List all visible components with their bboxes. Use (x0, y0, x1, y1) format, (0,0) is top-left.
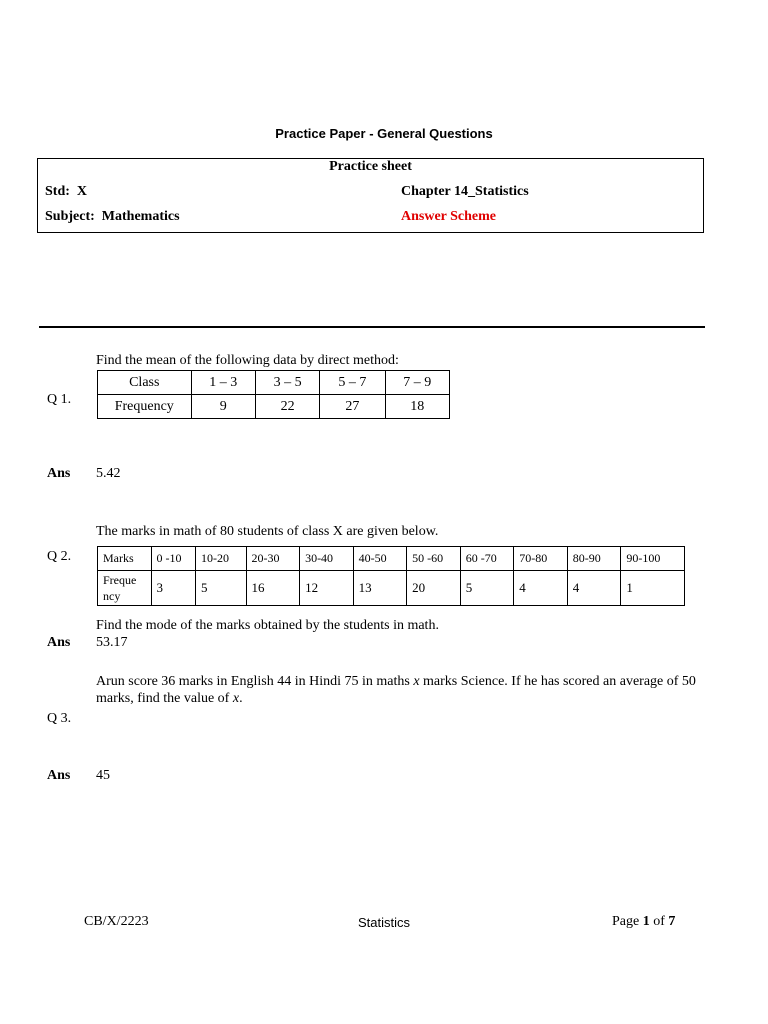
q1-frequency-cell: 22 (255, 395, 319, 419)
q2-class-cell: 80-90 (567, 547, 621, 571)
section-divider (39, 326, 705, 328)
q2-frequency-cell: 1 (621, 571, 685, 606)
std-label: Std: (45, 184, 70, 199)
q2-row-header-frequency: Freque ncy (98, 571, 152, 606)
page-word: Page (612, 914, 640, 929)
sheet-title: Practice sheet (329, 159, 412, 174)
subject-label: Subject: (45, 209, 95, 224)
q2-frequency-cell: 4 (514, 571, 568, 606)
q1-row-header-frequency: Frequency (98, 395, 192, 419)
q1-row-header-class: Class (98, 371, 192, 395)
q1-class-cell: 7 – 9 (385, 371, 449, 395)
q2-class-cell: 10-20 (196, 547, 247, 571)
q2-prompt: The marks in math of 80 students of class X are given below. (96, 524, 439, 539)
q3-prompt (96, 673, 696, 707)
q2-class-cell: 30-40 (300, 547, 354, 571)
q2-class-cell: 20-30 (246, 547, 300, 571)
subject-value: Mathematics (101, 209, 180, 224)
q2-row-header-marks: Marks (98, 547, 152, 571)
paper-title: Practice Paper - General Questions (275, 126, 493, 141)
q1-frequency-cell: 9 (191, 395, 255, 419)
q1-class-cell: 3 – 5 (255, 371, 319, 395)
q2-frequency-cell: 12 (300, 571, 354, 606)
q2-class-cell: 50 -60 (407, 547, 461, 571)
q2-class-cell: 70-80 (514, 547, 568, 571)
footer-page-number (612, 914, 675, 930)
q2-frequency-cell: 4 (567, 571, 621, 606)
q2-class-cell: 90-100 (621, 547, 685, 571)
of-word: of (653, 914, 665, 929)
q2-label: Q 2. (47, 549, 72, 564)
q3-text-part1: Arun score 36 marks in English 44 in Hindi 75 in maths (96, 674, 414, 689)
q2-frequency-cell: 5 (196, 571, 247, 606)
q2-frequency-cell: 5 (460, 571, 514, 606)
q3-variable-x: x (232, 691, 240, 706)
q2-frequency-cell: 3 (151, 571, 195, 606)
header-box (37, 158, 704, 233)
q1-answer: 5.42 (96, 466, 121, 481)
q3-text-part2: marks Science. If he has scored an average of 50 marks, find the value of (96, 674, 696, 706)
q2-frequency-cell: 20 (407, 571, 461, 606)
q2-class-cell: 60 -70 (460, 547, 514, 571)
q1-frequency-cell: 18 (385, 395, 449, 419)
q2-follow-up: Find the mode of the marks obtained by the students in math. (96, 618, 439, 633)
footer-subject: Statistics (357, 915, 410, 930)
q1-label: Q 1. (47, 392, 72, 407)
chapter-title: Chapter 14_Statistics (401, 184, 529, 199)
q2-frequency-cell: 16 (246, 571, 300, 606)
q3-answer: 45 (96, 768, 110, 783)
std-line (45, 184, 87, 200)
q3-variable-x: x (413, 674, 420, 689)
q1-class-cell: 1 – 3 (191, 371, 255, 395)
subject-line (45, 209, 180, 225)
q2-ans-label: Ans (47, 635, 71, 650)
q1-prompt: Find the mean of the following data by direct method: (96, 353, 399, 368)
q1-table (97, 370, 450, 419)
q2-class-cell: 40-50 (353, 547, 407, 571)
q1-ans-label: Ans (47, 466, 71, 481)
q1-class-cell: 5 – 7 (320, 371, 385, 395)
q3-ans-label: Ans (47, 768, 71, 783)
q3-text-end: . (239, 691, 243, 706)
page-total: 7 (668, 914, 676, 929)
page-current: 1 (642, 914, 650, 929)
q2-frequency-cell: 13 (353, 571, 407, 606)
q2-answer: 53.17 (96, 635, 128, 650)
q3-label: Q 3. (47, 711, 72, 726)
q2-table (97, 546, 685, 606)
q2-class-cell: 0 -10 (151, 547, 195, 571)
std-value: X (76, 184, 88, 199)
q1-frequency-cell: 27 (320, 395, 385, 419)
footer-code: CB/X/2223 (84, 914, 149, 929)
answer-scheme-label: Answer Scheme (401, 209, 497, 224)
